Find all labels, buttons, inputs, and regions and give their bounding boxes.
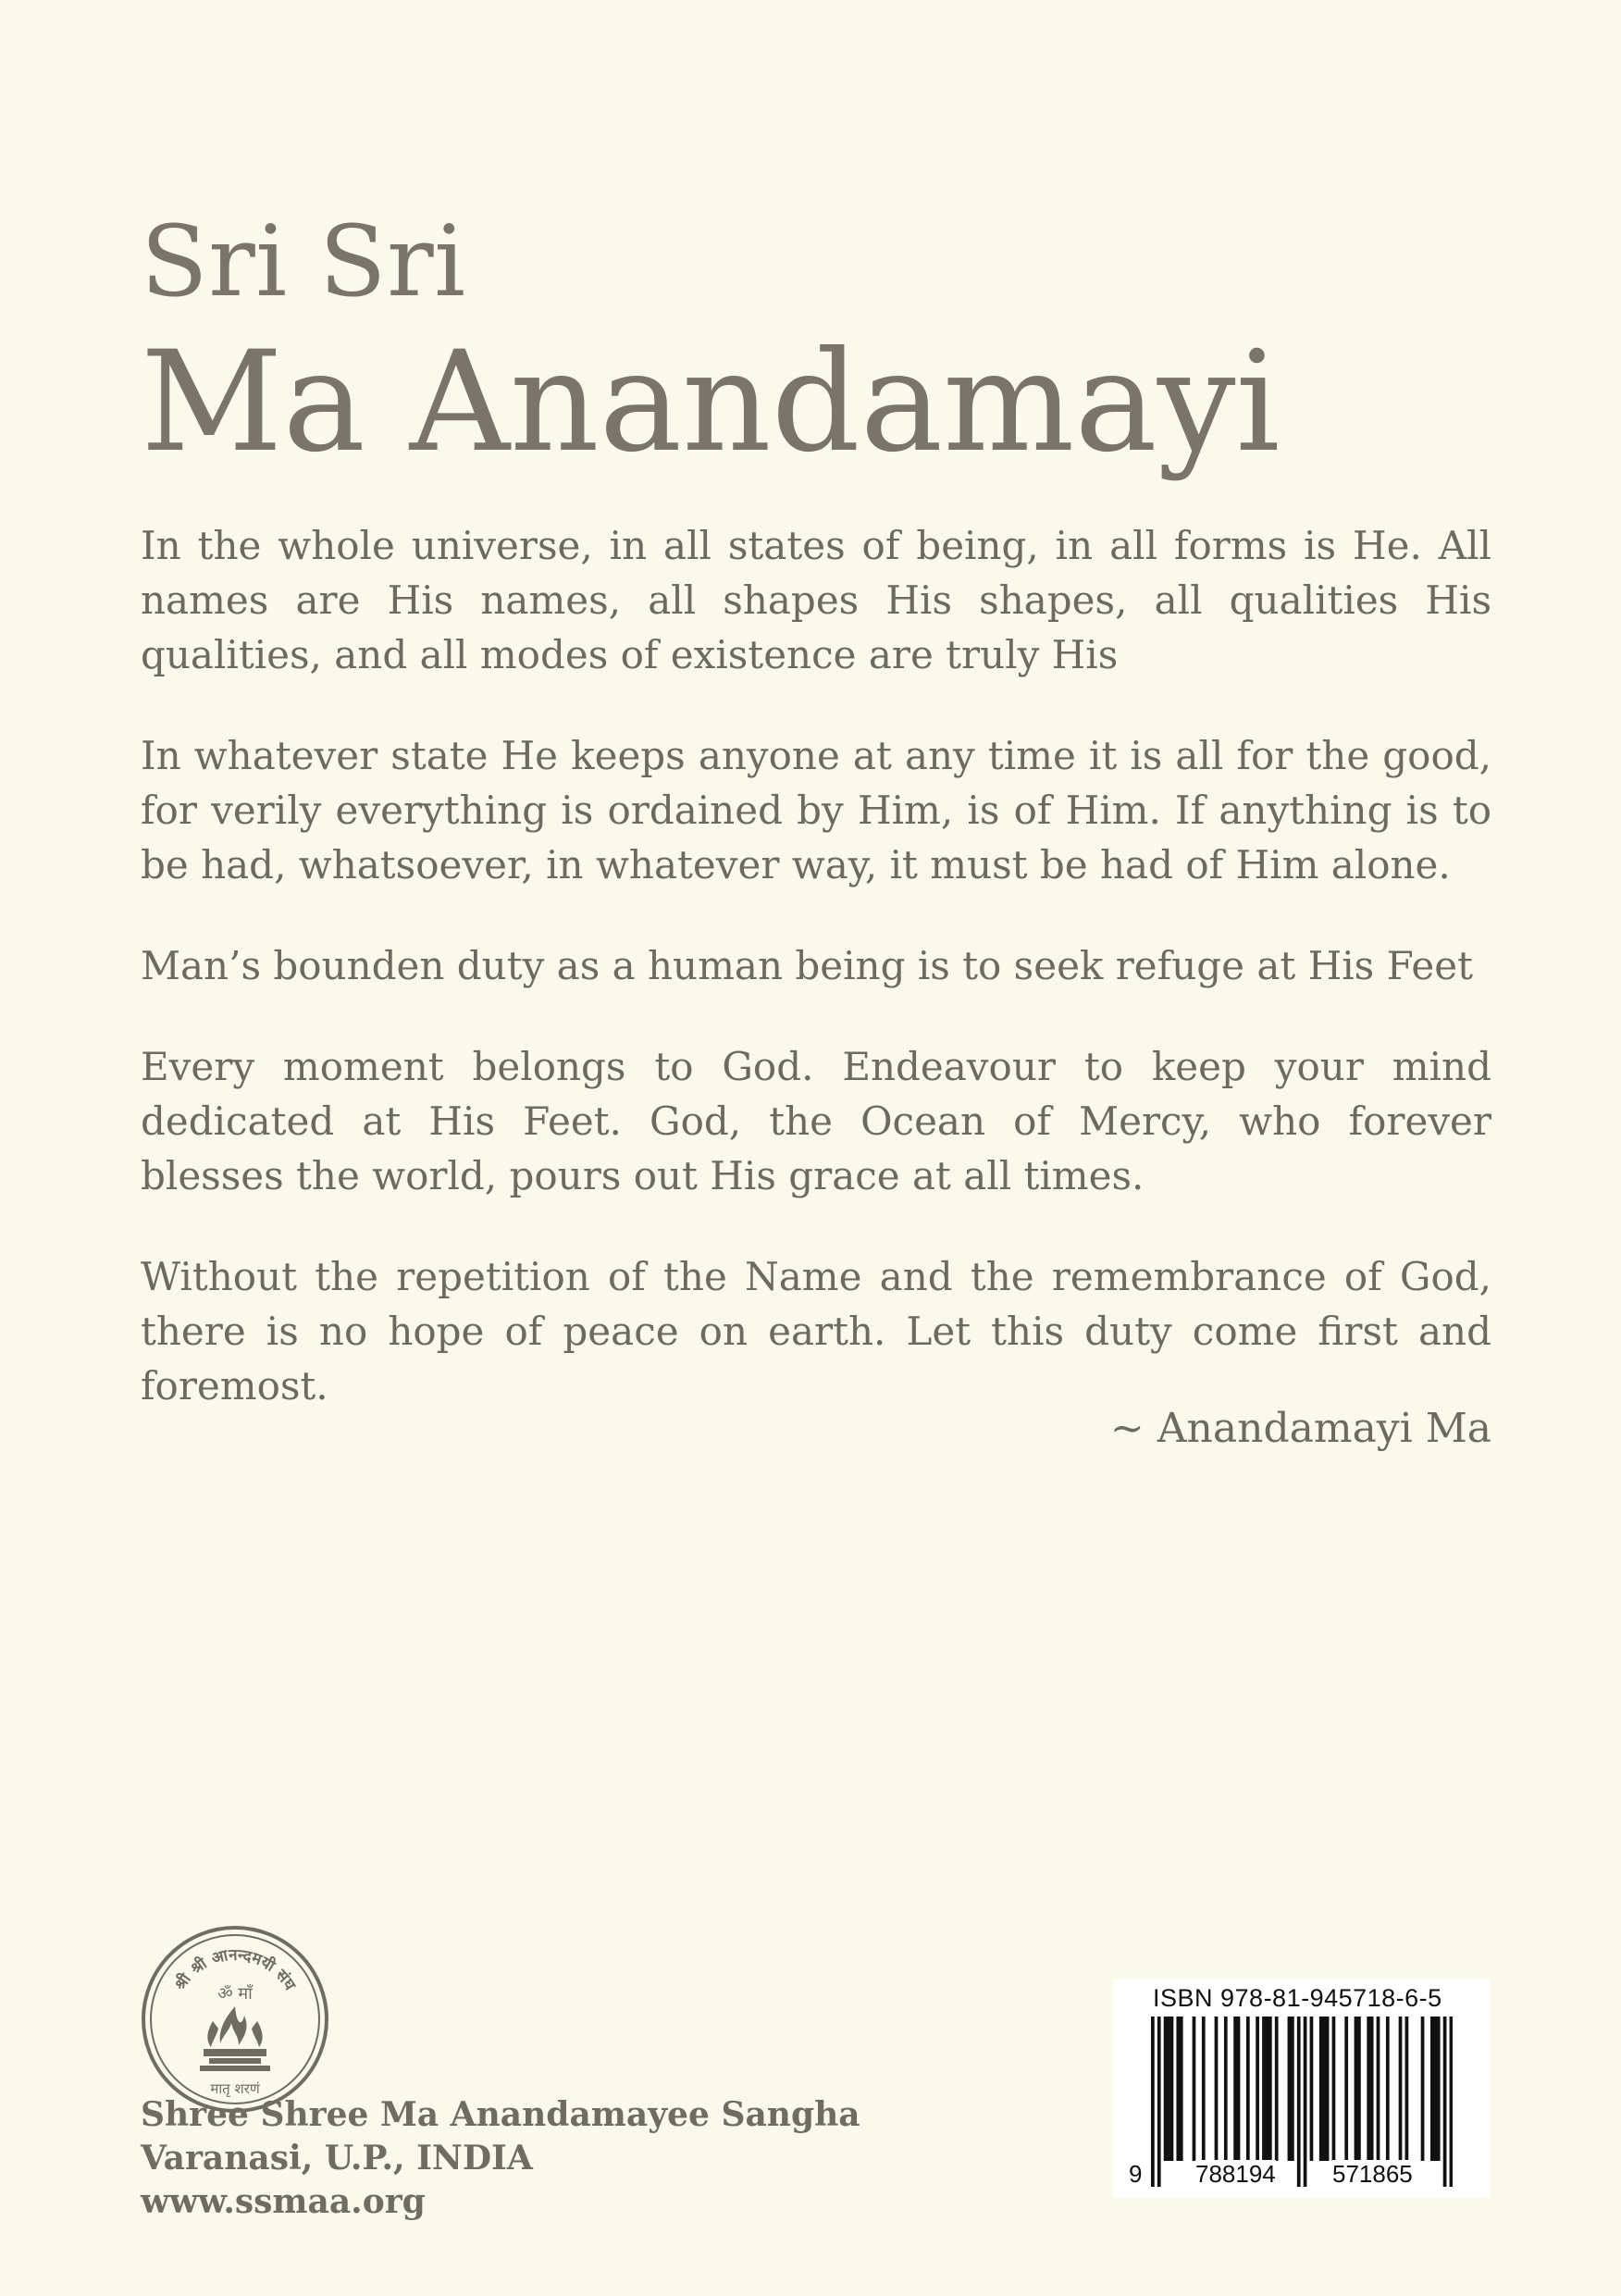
isbn-barcode [1112,1979,1490,2198]
title-line-2: Ma Anandamayi [141,322,1281,483]
barcode-bar [1262,2017,1266,2161]
barcode-bar [1202,2017,1206,2161]
barcode-bar [1370,2017,1374,2161]
barcode-bar [1246,2017,1250,2161]
barcode-bar [1170,2017,1174,2161]
publisher-block [141,2093,860,2224]
barcode-bar [1310,2017,1314,2161]
publisher-website: www.ssmaa.org [141,2182,426,2221]
barcode-bar [1193,2017,1196,2161]
barcode-bar [1164,2017,1168,2161]
barcode-bar [1344,2017,1348,2161]
barcode-bar [1367,2017,1370,2161]
barcode-bar [1288,2017,1292,2161]
barcode-bar [1291,2017,1294,2161]
svg-text:श्री श्री आनन्दमयी संघ: श्री श्री आनन्दमयी संघ [170,1945,300,1994]
barcode-bar [1355,2017,1358,2161]
quote-paragraph: In the whole universe, in all states of being, in all forms is He. All names are His names, all shapes His shapes, all qualities His qualities, and all modes of existence are truly His [141,523,1491,677]
barcode-guard-bar [1304,2017,1307,2187]
barcode-digit-first: 9 [1129,2160,1143,2188]
title-line-1: Sri Sri [141,205,466,318]
barcode-bar [1357,2017,1361,2161]
barcode-bar [1275,2017,1279,2161]
barcode-bar [1405,2017,1409,2161]
barcode-bar [1319,2017,1323,2161]
barcode-guard-bar [1151,2017,1155,2187]
barcode-bar [1233,2017,1237,2161]
barcode-guard-bar [1443,2017,1447,2187]
quote-paragraph: Every moment belongs to God. Endeavour to keep your mind dedicated at His Feet. God, the Ocean of Mercy, who forever blesses the world, pours out His grace at all times. [141,1044,1491,1198]
barcode-guard-bar [1157,2017,1161,2187]
barcode-bar [1332,2017,1336,2161]
quote-attribution: ~ Anandamayi Ma [1109,1405,1491,1452]
barcode-bar [1176,2017,1180,2161]
barcode-bar [1421,2017,1425,2161]
barcode-guard-bar [1297,2017,1301,2187]
barcode-bar [1399,2017,1403,2161]
barcode-bar [1237,2017,1241,2161]
barcode-bar [1430,2017,1434,2161]
barcode-bar [1386,2017,1390,2161]
barcode-bar [1377,2017,1380,2161]
barcode-bar [1215,2017,1219,2161]
barcode-bar [1437,2017,1441,2161]
barcode-bar [1268,2017,1272,2161]
quote-paragraph: Without the repetition of the Name and the remembrance of God, there is no hope of peace on earth. Let this duty come first and foremost. [141,1254,1491,1409]
barcode-digits-left: 788194 [1195,2160,1276,2188]
svg-text:मातृ शरणं: मातृ शरणं [210,2080,260,2097]
barcode-bar [1326,2017,1330,2161]
barcode-bar [1266,2017,1269,2161]
barcode-bar [1180,2017,1183,2161]
barcode-bar [1433,2017,1437,2161]
isbn-label: ISBN 978-81-945718-6-5 [1153,1984,1442,2012]
quote-list [141,518,1491,1459]
barcode-bar [1322,2017,1326,2161]
sangha-seal-flame-icon [141,1925,329,2114]
barcode-guard-bar [1450,2017,1453,2187]
barcode-bar [1224,2017,1228,2161]
quote-paragraph: Man’s bounden duty as a human being is to seek refuge at His Feet [141,943,1474,988]
svg-text:ॐ माँ: ॐ माँ [217,1984,253,2004]
publisher-location: Varanasi, U.P., INDIA [141,2139,533,2178]
barcode-digits-right: 571865 [1332,2160,1413,2188]
barcode-bar [1256,2017,1259,2161]
publisher-name: Shree Shree Ma Anandamayee Sangha [141,2095,860,2134]
quote-paragraph: In whatever state He keeps anyone at any time it is all for the good, for verily everything is ordained by Him, is of Him. If anything is to be had, whatsoever, in whatever way, it must be had of Him alone. [141,733,1491,887]
barcode-bar [1167,2017,1170,2161]
